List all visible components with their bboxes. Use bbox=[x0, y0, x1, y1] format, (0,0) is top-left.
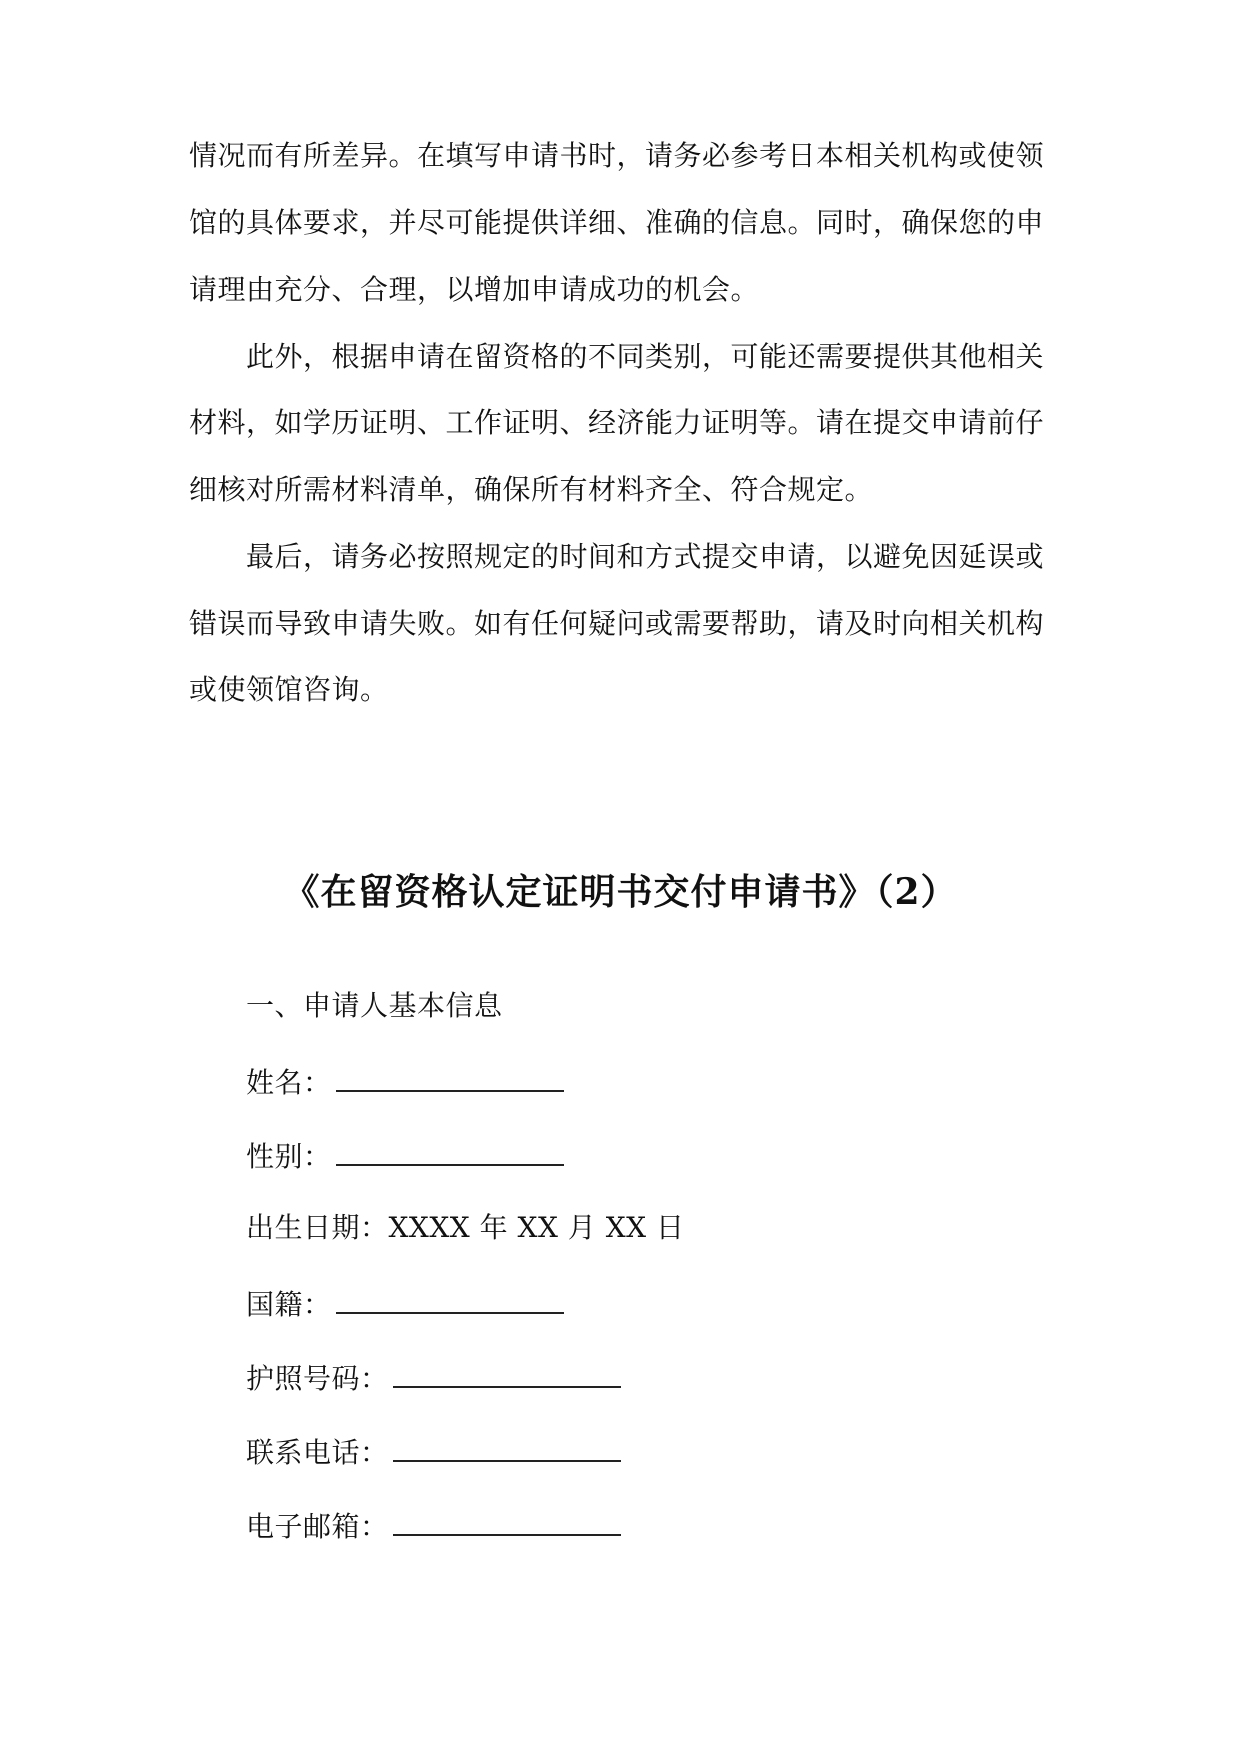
field-nationality-blank bbox=[336, 1284, 564, 1314]
field-nationality-label: 国籍： bbox=[246, 1288, 332, 1321]
paragraph-1-line-1: 情况而有所差异。在填写申请书时，请务必参考日本相关机构或使领 bbox=[189, 139, 1045, 172]
field-phone-label: 联系电话： bbox=[246, 1436, 389, 1469]
field-gender-blank bbox=[336, 1136, 564, 1166]
field-passport-blank bbox=[393, 1358, 621, 1388]
paragraph-3-line-2: 错误而导致申请失败。如有任何疑问或需要帮助，请及时向相关机构 bbox=[189, 607, 1045, 640]
field-gender bbox=[246, 1136, 564, 1175]
field-phone bbox=[246, 1432, 621, 1471]
field-email bbox=[246, 1506, 621, 1545]
paragraph-1-line-3: 请理由充分、合理，以增加申请成功的机会。 bbox=[189, 273, 760, 306]
field-name-label: 姓名： bbox=[246, 1066, 332, 1099]
field-birth-date: 出生日期：XXXX 年 XX 月 XX 日 bbox=[246, 1211, 685, 1244]
paragraph-1-line-2: 馆的具体要求，并尽可能提供详细、准确的信息。同时，确保您的申 bbox=[189, 206, 1045, 239]
document-title: 《在留资格认定证明书交付申请书》（2） bbox=[283, 871, 958, 913]
paragraph-3-line-3: 或使领馆咨询。 bbox=[189, 673, 389, 706]
paragraph-2-line-1: 此外，根据申请在留资格的不同类别，可能还需要提供其他相关 bbox=[246, 340, 1045, 373]
field-nationality bbox=[246, 1284, 564, 1323]
field-name bbox=[246, 1062, 564, 1101]
section-1-heading: 一、申请人基本信息 bbox=[246, 989, 503, 1022]
field-name-blank bbox=[336, 1062, 564, 1092]
field-phone-blank bbox=[393, 1432, 621, 1462]
paragraph-2-line-2: 材料，如学历证明、工作证明、经济能力证明等。请在提交申请前仔 bbox=[189, 406, 1045, 439]
field-email-blank bbox=[393, 1506, 621, 1536]
field-passport-label: 护照号码： bbox=[246, 1362, 389, 1395]
field-passport bbox=[246, 1358, 621, 1397]
paragraph-2-line-3: 细核对所需材料清单，确保所有材料齐全、符合规定。 bbox=[189, 473, 874, 506]
field-gender-label: 性别： bbox=[246, 1140, 332, 1173]
paragraph-3-line-1: 最后，请务必按照规定的时间和方式提交申请，以避免因延误或 bbox=[246, 540, 1045, 573]
field-email-label: 电子邮箱： bbox=[246, 1510, 389, 1543]
